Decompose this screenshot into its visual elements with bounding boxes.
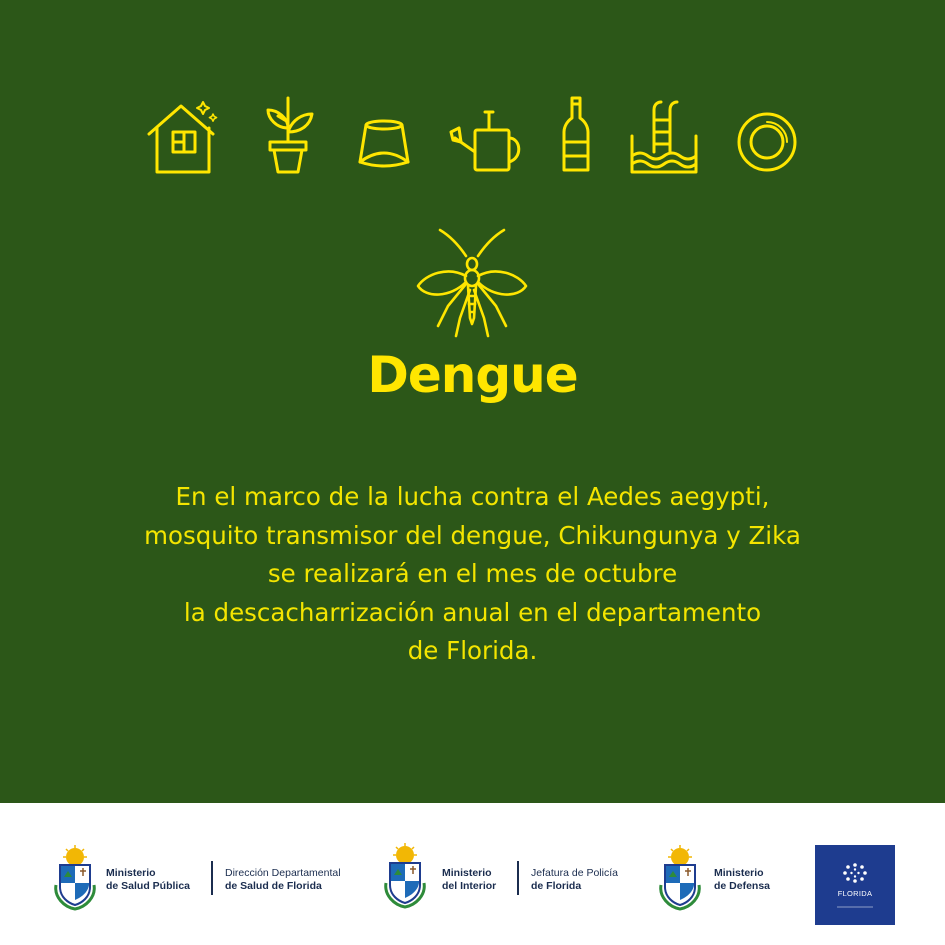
florida-logo-name: FLORIDA (837, 889, 873, 898)
uruguay-crest-icon (50, 845, 100, 911)
ddsf-line: de Salud de Florida (225, 879, 322, 892)
icon-row (0, 92, 945, 182)
ddsf-line: Dirección Departamental (225, 867, 341, 879)
footer-logos (0, 803, 945, 945)
msp-line: de Salud Pública (106, 879, 191, 892)
announcement-line: mosquito transmisor del dengue, Chikungunya y Zika (144, 520, 801, 550)
announcement-line: la descacharrización anual en el departamento (183, 597, 762, 627)
separator (517, 861, 519, 895)
announcement-line: En el marco de la lucha contra el Aedes aegypti, (175, 482, 770, 511)
md-line: de Defensa (714, 879, 771, 892)
potted-plant-icon (248, 92, 328, 182)
pool-icon (624, 92, 704, 182)
page-title: Dengue (367, 346, 578, 404)
ddsf-label (225, 867, 341, 892)
msp-line: Ministerio (106, 867, 156, 879)
md-label (714, 867, 770, 892)
watering-can-icon (445, 92, 525, 182)
mi-label (442, 867, 496, 892)
house-icon (141, 92, 221, 182)
announcement-text (60, 478, 885, 671)
uruguay-crest-icon (655, 845, 705, 911)
florida-logo (815, 845, 895, 925)
jpf-line: Jefatura de Policía (531, 867, 618, 879)
md-line: Ministerio (714, 867, 764, 879)
jpf-label (531, 867, 618, 892)
tire-icon (727, 92, 807, 182)
announcement-line: se realizará en el mes de octubre (267, 559, 678, 588)
mosquito-icon (412, 228, 532, 340)
separator (211, 861, 213, 895)
jpf-line: de Florida (531, 879, 582, 892)
uruguay-crest-icon (380, 843, 430, 909)
bucket-icon (344, 92, 424, 182)
mi-line: del Interior (442, 879, 497, 892)
bottle-icon (536, 92, 616, 182)
msp-label (106, 867, 190, 892)
mi-line: Ministerio (442, 867, 492, 879)
announcement-line: de Florida. (407, 636, 538, 665)
